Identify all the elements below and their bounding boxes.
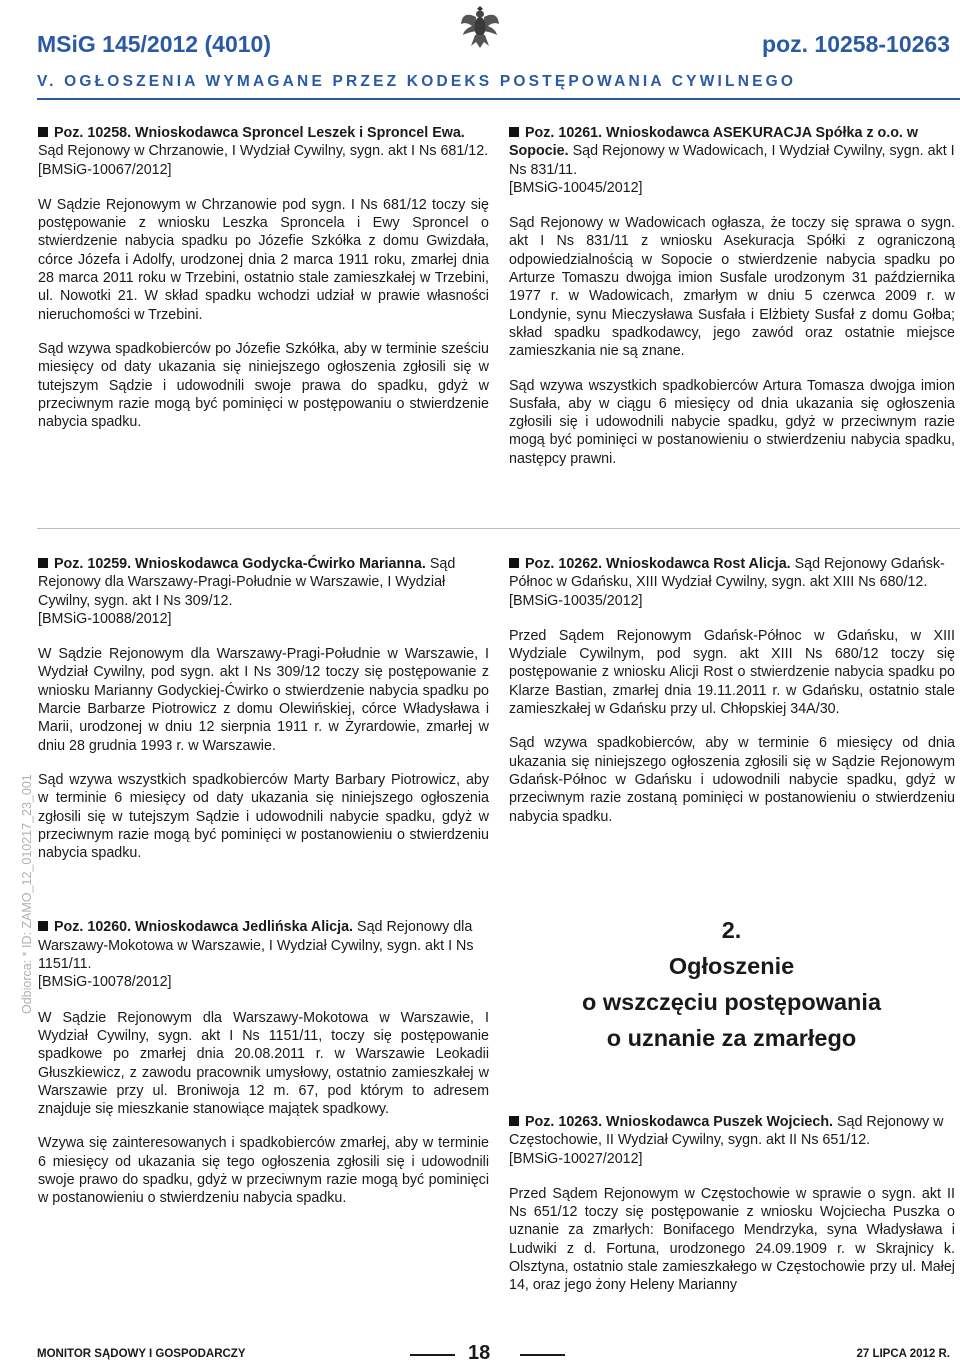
positions-range: poz. 10258-10263 bbox=[762, 31, 950, 57]
left-column-bottom bbox=[38, 555, 489, 1224]
section-title-line: Ogłoszenie bbox=[668, 953, 795, 979]
reference-code: [BMSiG-10088/2012] bbox=[38, 610, 172, 627]
entry-header bbox=[38, 555, 489, 628]
entry-title: Poz. 10261. Wnioskodawca ASEKURACJA Spółka z o.o. w Sopocie. bbox=[509, 125, 918, 160]
court-info: Sąd Rejonowy w Chrzanowie, I Wydział Cywilny, sygn. akt I Ns 681/12. bbox=[38, 143, 489, 160]
section-heading bbox=[509, 912, 954, 1056]
header-divider bbox=[37, 98, 960, 100]
bullet-square-icon bbox=[509, 1116, 519, 1126]
section-number: 2. bbox=[721, 917, 742, 943]
entry-title: Poz. 10260. Wnioskodawca Jedlińska Alicja. bbox=[54, 919, 354, 936]
page-number: 18 bbox=[468, 1342, 491, 1364]
bullet-square-icon bbox=[38, 127, 48, 137]
entry-paragraph: Sąd wzywa wszystkich spadkobierców Marty Barbary Piotrowicz, aby w terminie 6 miesięcy od daty ukazania się niniejszego ogłoszenia zgłosili się w tutejszym Sądzie i udowodnili nabycie spadku, gdyż w przeciwnym razie mogą być pominięci w postanowieniu o stwierdzeniu nabycia spadku. bbox=[38, 771, 489, 862]
entry-paragraph: Przed Sądem Rejonowym Gdańsk-Północ w Gdańsku, w XIII Wydziale Cywilnym, pod sygn. akt XIII Ns 680/12 toczy się postępowanie z wniosku Alicji Rost o stwierdzenie nabycia spadku po Klarze Bastian, zmarłej dnia 19.11.2011 r. w Gdańsku, ostatnio stale zamieszkałej w Gdańsku przy ul. Chłopskiej 34A/30. bbox=[509, 627, 955, 718]
entry-title: Poz. 10258. Wnioskodawca Sproncel Leszek i Sproncel Ewa. bbox=[54, 125, 465, 141]
reference-code: [BMSiG-10067/2012] bbox=[38, 161, 172, 178]
entry-title: Poz. 10259. Wnioskodawca Godycka-Ćwirko Marianna. bbox=[54, 556, 426, 572]
entry-paragraph: Przed Sądem Rejonowym w Częstochowie w sprawie o sygn. akt II Ns 651/12 toczy się postępowanie z wniosku Wojciecha Puszka o uznanie za zmarłych: Bonifacego Mendrzyka, syna Władysława i Ludwiki z d. Fortuna, urodzonego 24.09.1909 r. w Skrajnicy k. Olsztyna, ostatnio stale zamieszkałego w Częstochowie przy ul. Małej 14, oraz jego żony Heleny Marianny bbox=[509, 1185, 955, 1294]
court-info: Sąd Rejonowy w Częstochowie, II Wydział Cywilny, sygn. akt II Ns 651/12. bbox=[509, 1114, 944, 1149]
publication-name: MONITOR SĄDOWY I GOSPODARCZY bbox=[37, 1348, 246, 1360]
entry-10260 bbox=[38, 918, 489, 1207]
recipient-watermark: Odbiorca: * ID: ZAMO_12_010217_23_001 bbox=[20, 774, 34, 1014]
entry-paragraph: W Sądzie Rejonowym w Chrzanowie pod sygn. I Ns 681/12 toczy się postępowanie z wniosku Leszka Sproncela i Ewy Sproncel o stwierdzenie nabycia spadku po Józefie Szkółka z domu Gwizdała, córce Józefa i Adolfy, urodzonej dnia 2 marca 1911 roku, zmarłej dnia 28 marca 2011 roku w Trzebini, ostatnio stale zamieszkałej w Trzebini, ul. Nowotki 21. W skład spadku wchodzi udział w prawie własności nieruchomości w Trzebini. bbox=[38, 196, 489, 323]
court-info: Sąd Rejonowy w Wadowicach, I Wydział Cywilny, sygn. akt I Ns 831/11. bbox=[509, 143, 955, 178]
court-info: Sąd Rejonowy dla Warszawy-Mokotowa w Warszawie, I Wydział Cywilny, sygn. akt I Ns 1151/11. bbox=[38, 919, 474, 973]
entry-paragraph: W Sądzie Rejonowym dla Warszawy-Mokotowa w Warszawie, I Wydział Cywilny, sygn. akt I Ns 1151/11, toczy się postępowanie spadkowe po zmarłej dnia 20.08.2011 r. w Warszawie Leokadii Głuszkiewicz, z zawodu pracownik umysłowy, ostatnio zamieszkałej w Warszawie przy ul. Broniwoja 12 m. 67, pod którym to adresem znajduje się mieszkanie stanowiące majątek spadkowy. bbox=[38, 1009, 489, 1118]
page-footer bbox=[0, 1332, 960, 1372]
entry-header bbox=[509, 124, 955, 197]
publication-date: 27 LIPCA 2012 R. bbox=[856, 1348, 950, 1360]
entry-header bbox=[38, 124, 489, 179]
entry-10259 bbox=[38, 555, 489, 862]
reference-code: [BMSiG-10078/2012] bbox=[38, 974, 172, 991]
entry-10263 bbox=[509, 1113, 955, 1311]
page-number-rule-right bbox=[520, 1354, 565, 1356]
entry-10262 bbox=[509, 555, 955, 842]
polish-eagle-icon bbox=[460, 2, 500, 50]
entry-10258 bbox=[38, 124, 489, 447]
entry-paragraph: Sąd wzywa spadkobierców, aby w terminie 6 miesięcy od dnia ukazania się niniejszego ogłoszenia zgłosili się w Sądzie Rejonowym Gdańsk-Północ w Gdańsku i udowodnili nabycie spadku, gdyż w przeciwnym razie zostaną pominięci w postanowieniu o stwierdzeniu nabycia spadku. bbox=[509, 735, 955, 825]
entry-title: Poz. 10263. Wnioskodawca Puszek Wojciech. bbox=[525, 1114, 834, 1130]
issue-number: MSiG 145/2012 (4010) bbox=[37, 31, 271, 57]
entry-paragraph: Sąd wzywa wszystkich spadkobierców Artura Tomasza dwojga imion Susfała, aby w ciągu 6 miesięcy od dnia ukazania się ogłoszenia zgłosili się i udowodnili nabycie spadku, gdyż w przeciwnym razie mogą być pominięci w postanowieniu o stwierdzeniu nabycia spadku, następcy prawni. bbox=[509, 377, 955, 467]
entry-10261 bbox=[509, 124, 955, 484]
reference-code: [BMSiG-10027/2012] bbox=[509, 1150, 643, 1167]
bullet-square-icon bbox=[509, 558, 519, 568]
section-divider bbox=[37, 528, 960, 529]
bullet-square-icon bbox=[38, 921, 48, 931]
entry-header bbox=[509, 555, 955, 610]
court-info: Sąd Rejonowy dla Warszawy-Pragi-Południe w Warszawie, I Wydział Cywilny, sygn. akt I Ns 309/12. bbox=[38, 556, 456, 609]
section-title-line: o uznanie za zmarłego bbox=[606, 1025, 857, 1051]
section-title: V. OGŁOSZENIA WYMAGANE PRZEZ KODEKS POSTĘPOWANIA CYWILNEGO bbox=[37, 73, 797, 90]
reference-code: [BMSiG-10045/2012] bbox=[509, 179, 643, 196]
page-number-rule-left bbox=[410, 1354, 455, 1356]
bullet-square-icon bbox=[38, 558, 48, 568]
bullet-square-icon bbox=[509, 127, 519, 137]
entry-paragraph: Sąd wzywa spadkobierców po Józefie Szkółka, aby w terminie sześciu miesięcy od daty ukazania się niniejszego ogłoszenia zgłosili się w tutejszym Sądzie i udowodnili swoje prawa do spadku, gdyż w przeciwnym razie mogą być pominięci w postępowaniu o stwierdzenie nabycia spadku. bbox=[38, 340, 489, 431]
entry-title: Poz. 10262. Wnioskodawca Rost Alicja. bbox=[525, 556, 791, 572]
entry-header bbox=[509, 1113, 955, 1168]
entry-header bbox=[38, 918, 489, 991]
reference-code: [BMSiG-10035/2012] bbox=[509, 592, 643, 609]
entry-paragraph: Sąd Rejonowy w Wadowicach ogłasza, że toczy się sprawa o sygn. akt I Ns 831/11 z wniosku Asekuracja Spółki z ograniczoną odpowiedzialnością w Sopocie o stwierdzenie nabycia spadku po Arturze Tomaszu dwojga imion Susfale urodzonym 31 października 1977 r. w Wadowicach, zmarłym w dniu 5 czerwca 2009 r. w Londynie, synu Mieczysława Susfała i Elżbiety Susfał z domu Gołba; skład spadku spadkodawcy, jego zawód oraz ostatnie miejsce zamieszkania nie są znane. bbox=[509, 215, 955, 360]
entry-paragraph: W Sądzie Rejonowym dla Warszawy-Pragi-Południe w Warszawie, I Wydział Cywilny, pod sygn. akt I Ns 309/12 toczy się postępowanie z wniosku Marianny Godyckiej-Ćwirko o stwierdzenie nabycia spadku po Marcie Barbarze Piotrowicz z domu Olewińskiej, córce Władysława i Marii, urodzonej w dniu 12 sierpnia 1911 r. w Żyrardowie, zmarłej w dniu 28 grudnia 1993 r. w Warszawie. bbox=[38, 646, 489, 754]
court-info: Sąd Rejonowy Gdańsk-Północ w Gdańsku, XIII Wydział Cywilny, sygn. akt XIII Ns 680/12. bbox=[509, 556, 945, 591]
entry-paragraph: Wzywa się zainteresowanych i spadkobierców zmarłej, aby w terminie 6 miesięcy od ukazania się tego ogłoszenia zgłosili się i udowodnili swoje prawo do spadku, gdyż w przeciwnym razie mogą być pominięci w postanowieniu o stwierdzeniu nabycia spadku. bbox=[38, 1135, 489, 1207]
section-title-line: o wszczęciu postępowania bbox=[581, 989, 882, 1015]
